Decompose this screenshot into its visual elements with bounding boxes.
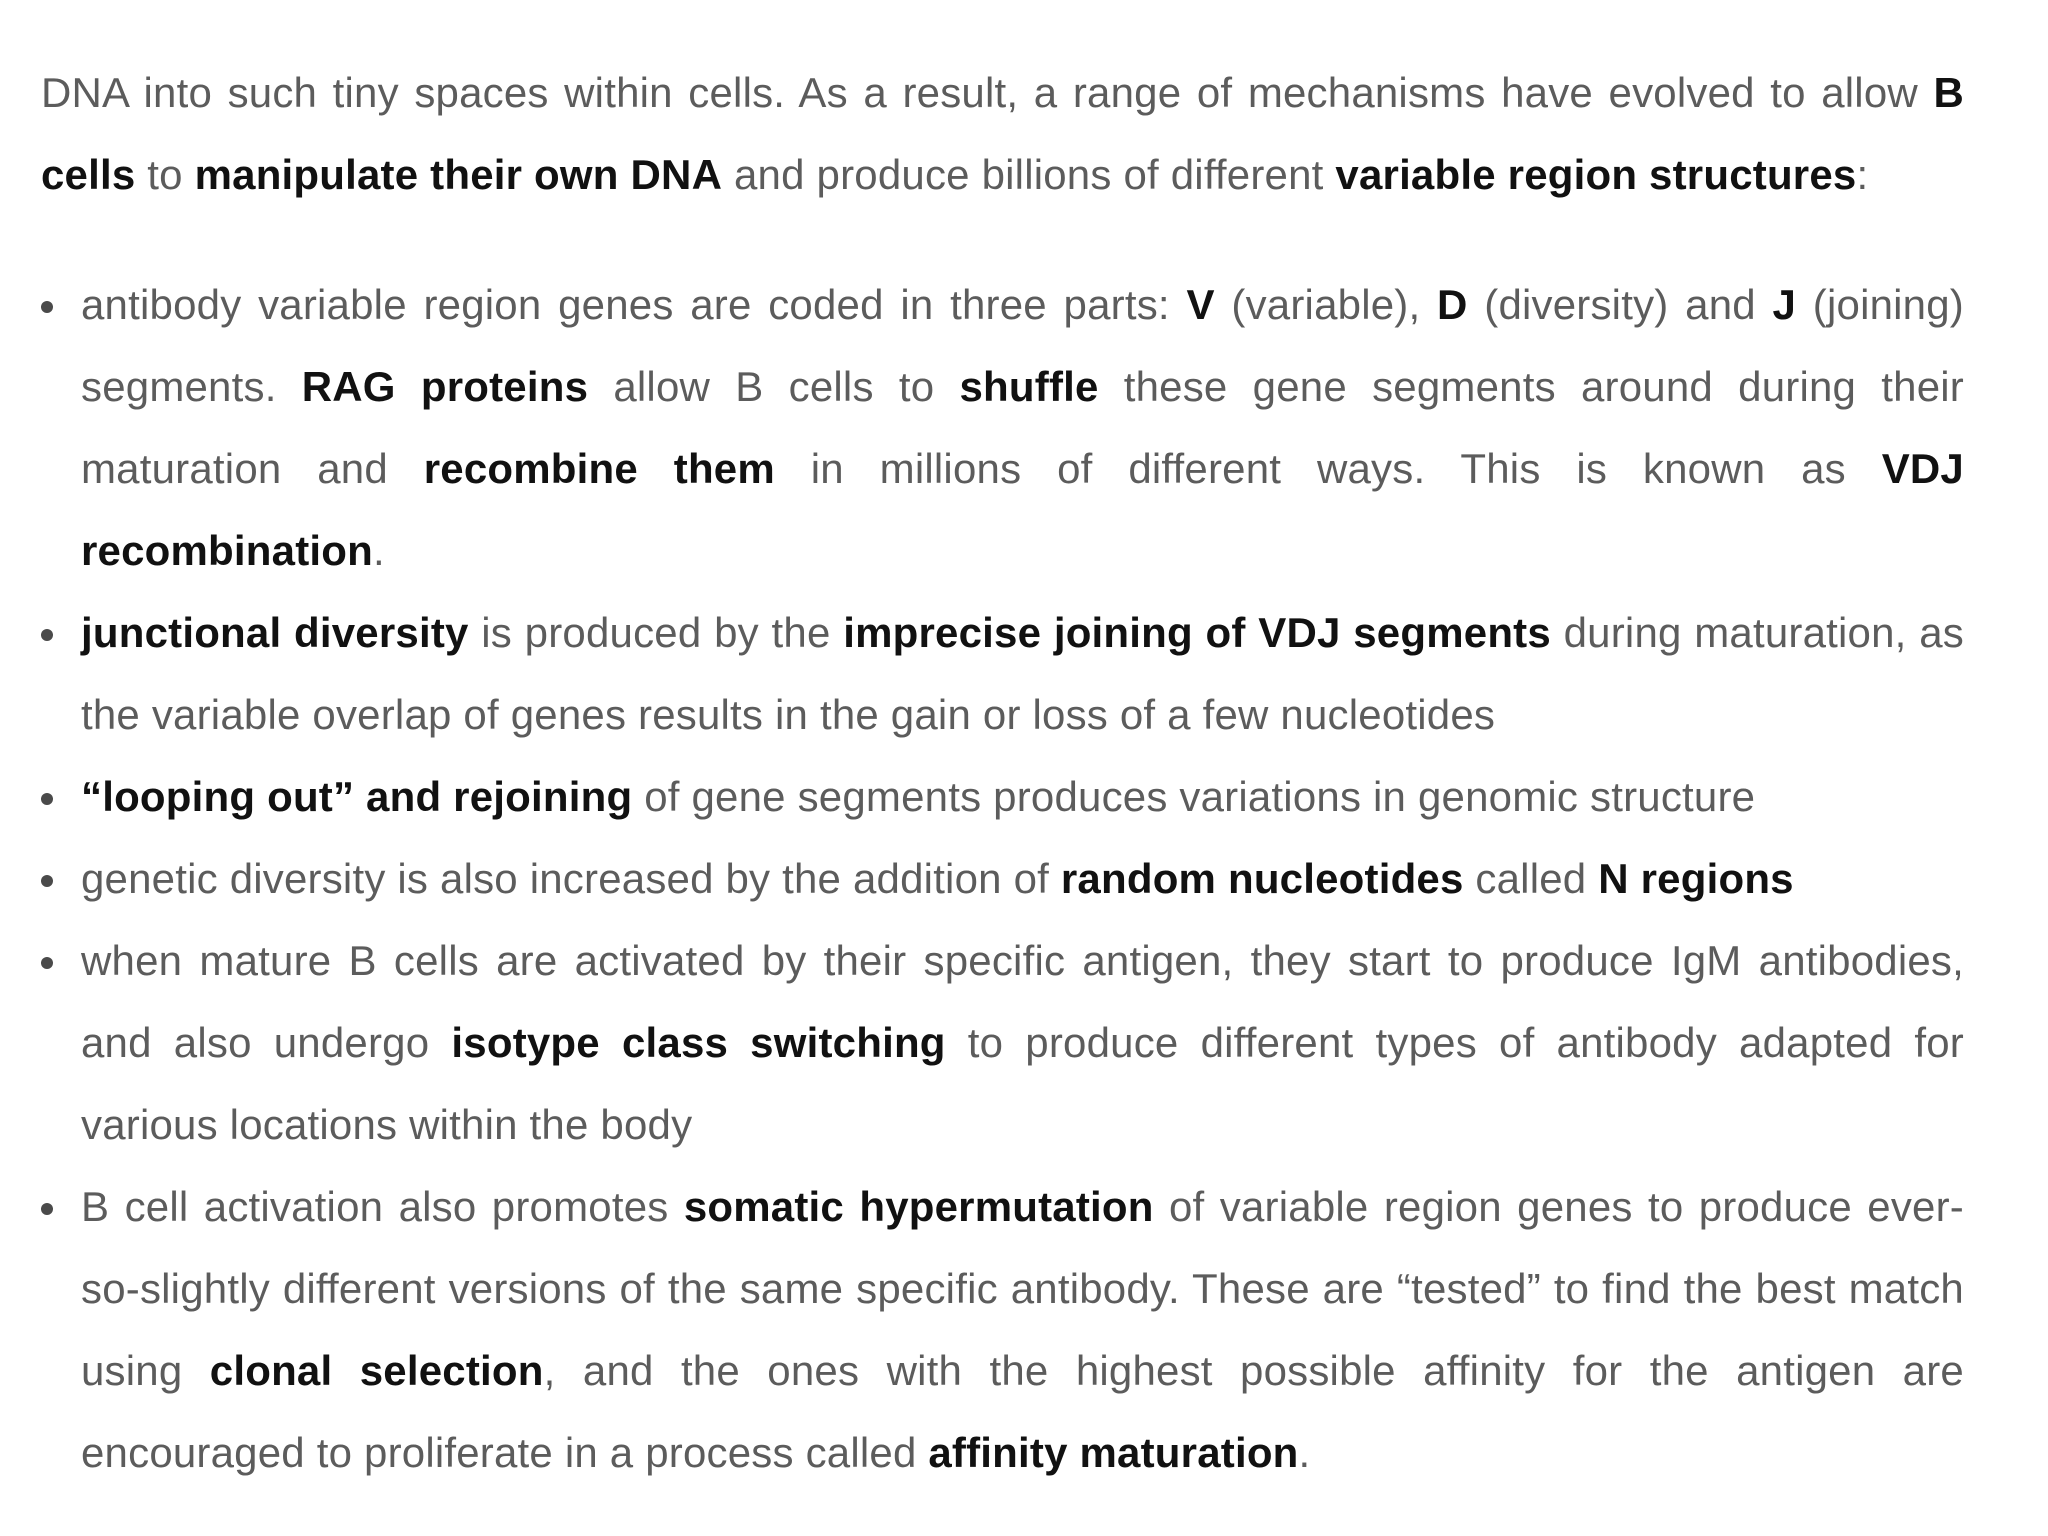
intro-text: and produce billions of different (722, 151, 1336, 198)
article-body (41, 52, 1964, 1494)
list-item-text: during maturation, as the variable overlap of genes results in the gain or loss of a few nucleotides (81, 609, 1964, 738)
list-item-vdj-recombination (41, 264, 1964, 592)
list-item-n-regions (41, 838, 1964, 920)
list-item-text: antibody variable region genes are coded in three parts: (81, 281, 1187, 328)
list-item-text: , and the ones with the highest possible affinity for the antigen are encouraged to proliferate in a process called (81, 1347, 1964, 1476)
list-item-text: (variable), (1214, 281, 1438, 328)
intro-bold-term: manipulate their own DNA (194, 151, 723, 198)
list-item-text: of gene segments produces variations in genomic structure (632, 773, 1756, 820)
list-item-bold-term: V (1186, 281, 1215, 328)
list-item-bold-term: “looping out” and rejoining (81, 773, 633, 820)
list-item-looping-out (41, 756, 1964, 838)
list-item-bold-term: D (1437, 281, 1468, 328)
list-item-bold-term: J (1772, 281, 1797, 328)
list-item-bold-term: clonal selection (209, 1347, 544, 1394)
list-item-text: (joining) segments. (81, 281, 1964, 410)
intro-paragraph (41, 52, 1964, 216)
list-item-text: B cell activation also promotes (81, 1183, 684, 1230)
list-item-bold-term: RAG proteins (301, 363, 589, 410)
list-item-bold-term: affinity maturation (928, 1429, 1299, 1476)
list-item-junctional-diversity (41, 592, 1964, 756)
list-item-text: (diversity) and (1467, 281, 1773, 328)
list-item-text: allow B cells to (588, 363, 960, 410)
list-item-text: . (1298, 1429, 1311, 1476)
intro-bold-term: variable region structures (1335, 151, 1857, 198)
list-item-text: is produced by the (468, 609, 844, 656)
list-item-text: in millions of different ways. This is known as (774, 445, 1882, 492)
list-item-somatic-hypermutation (41, 1166, 1964, 1494)
list-item-text: genetic diversity is also increased by the addition of (81, 855, 1061, 902)
list-item-bold-term: shuffle (959, 363, 1099, 410)
list-item-bold-term: junctional diversity (81, 609, 469, 656)
list-item-text: . (372, 527, 385, 574)
list-item-bold-term: random nucleotides (1060, 855, 1464, 902)
list-item-class-switching (41, 920, 1964, 1166)
list-item-bold-term: N regions (1598, 855, 1794, 902)
list-item-text: of variable region genes to produce ever-so-slightly different versions of the same specific antibody. These are “tested” to find the best match using (81, 1183, 1964, 1394)
list-item-text: called (1463, 855, 1599, 902)
list-item-bold-term: imprecise joining of VDJ segments (843, 609, 1551, 656)
intro-text: DNA into such tiny spaces within cells. As a result, a range of mechanisms have evolved to allow (41, 69, 1934, 116)
list-item-bold-term: somatic hypermutation (683, 1183, 1154, 1230)
list-item-text: to produce different types of antibody adapted for various locations within the body (81, 1019, 1964, 1148)
intro-text: : (1856, 151, 1869, 198)
list-item-bold-term: recombine them (423, 445, 775, 492)
intro-text: to (135, 151, 195, 198)
intro-bold-term: B cells (41, 69, 1964, 198)
list-item-text: when mature B cells are activated by their specific antigen, they start to produce IgM antibodies, and also undergo (81, 937, 1964, 1066)
list-item-bold-term: isotype class switching (451, 1019, 946, 1066)
list-item-bold-term: VDJ recombination (81, 445, 1964, 574)
mechanisms-list (41, 264, 1964, 1494)
list-item-text: these gene segments around during their maturation and (81, 363, 1964, 492)
